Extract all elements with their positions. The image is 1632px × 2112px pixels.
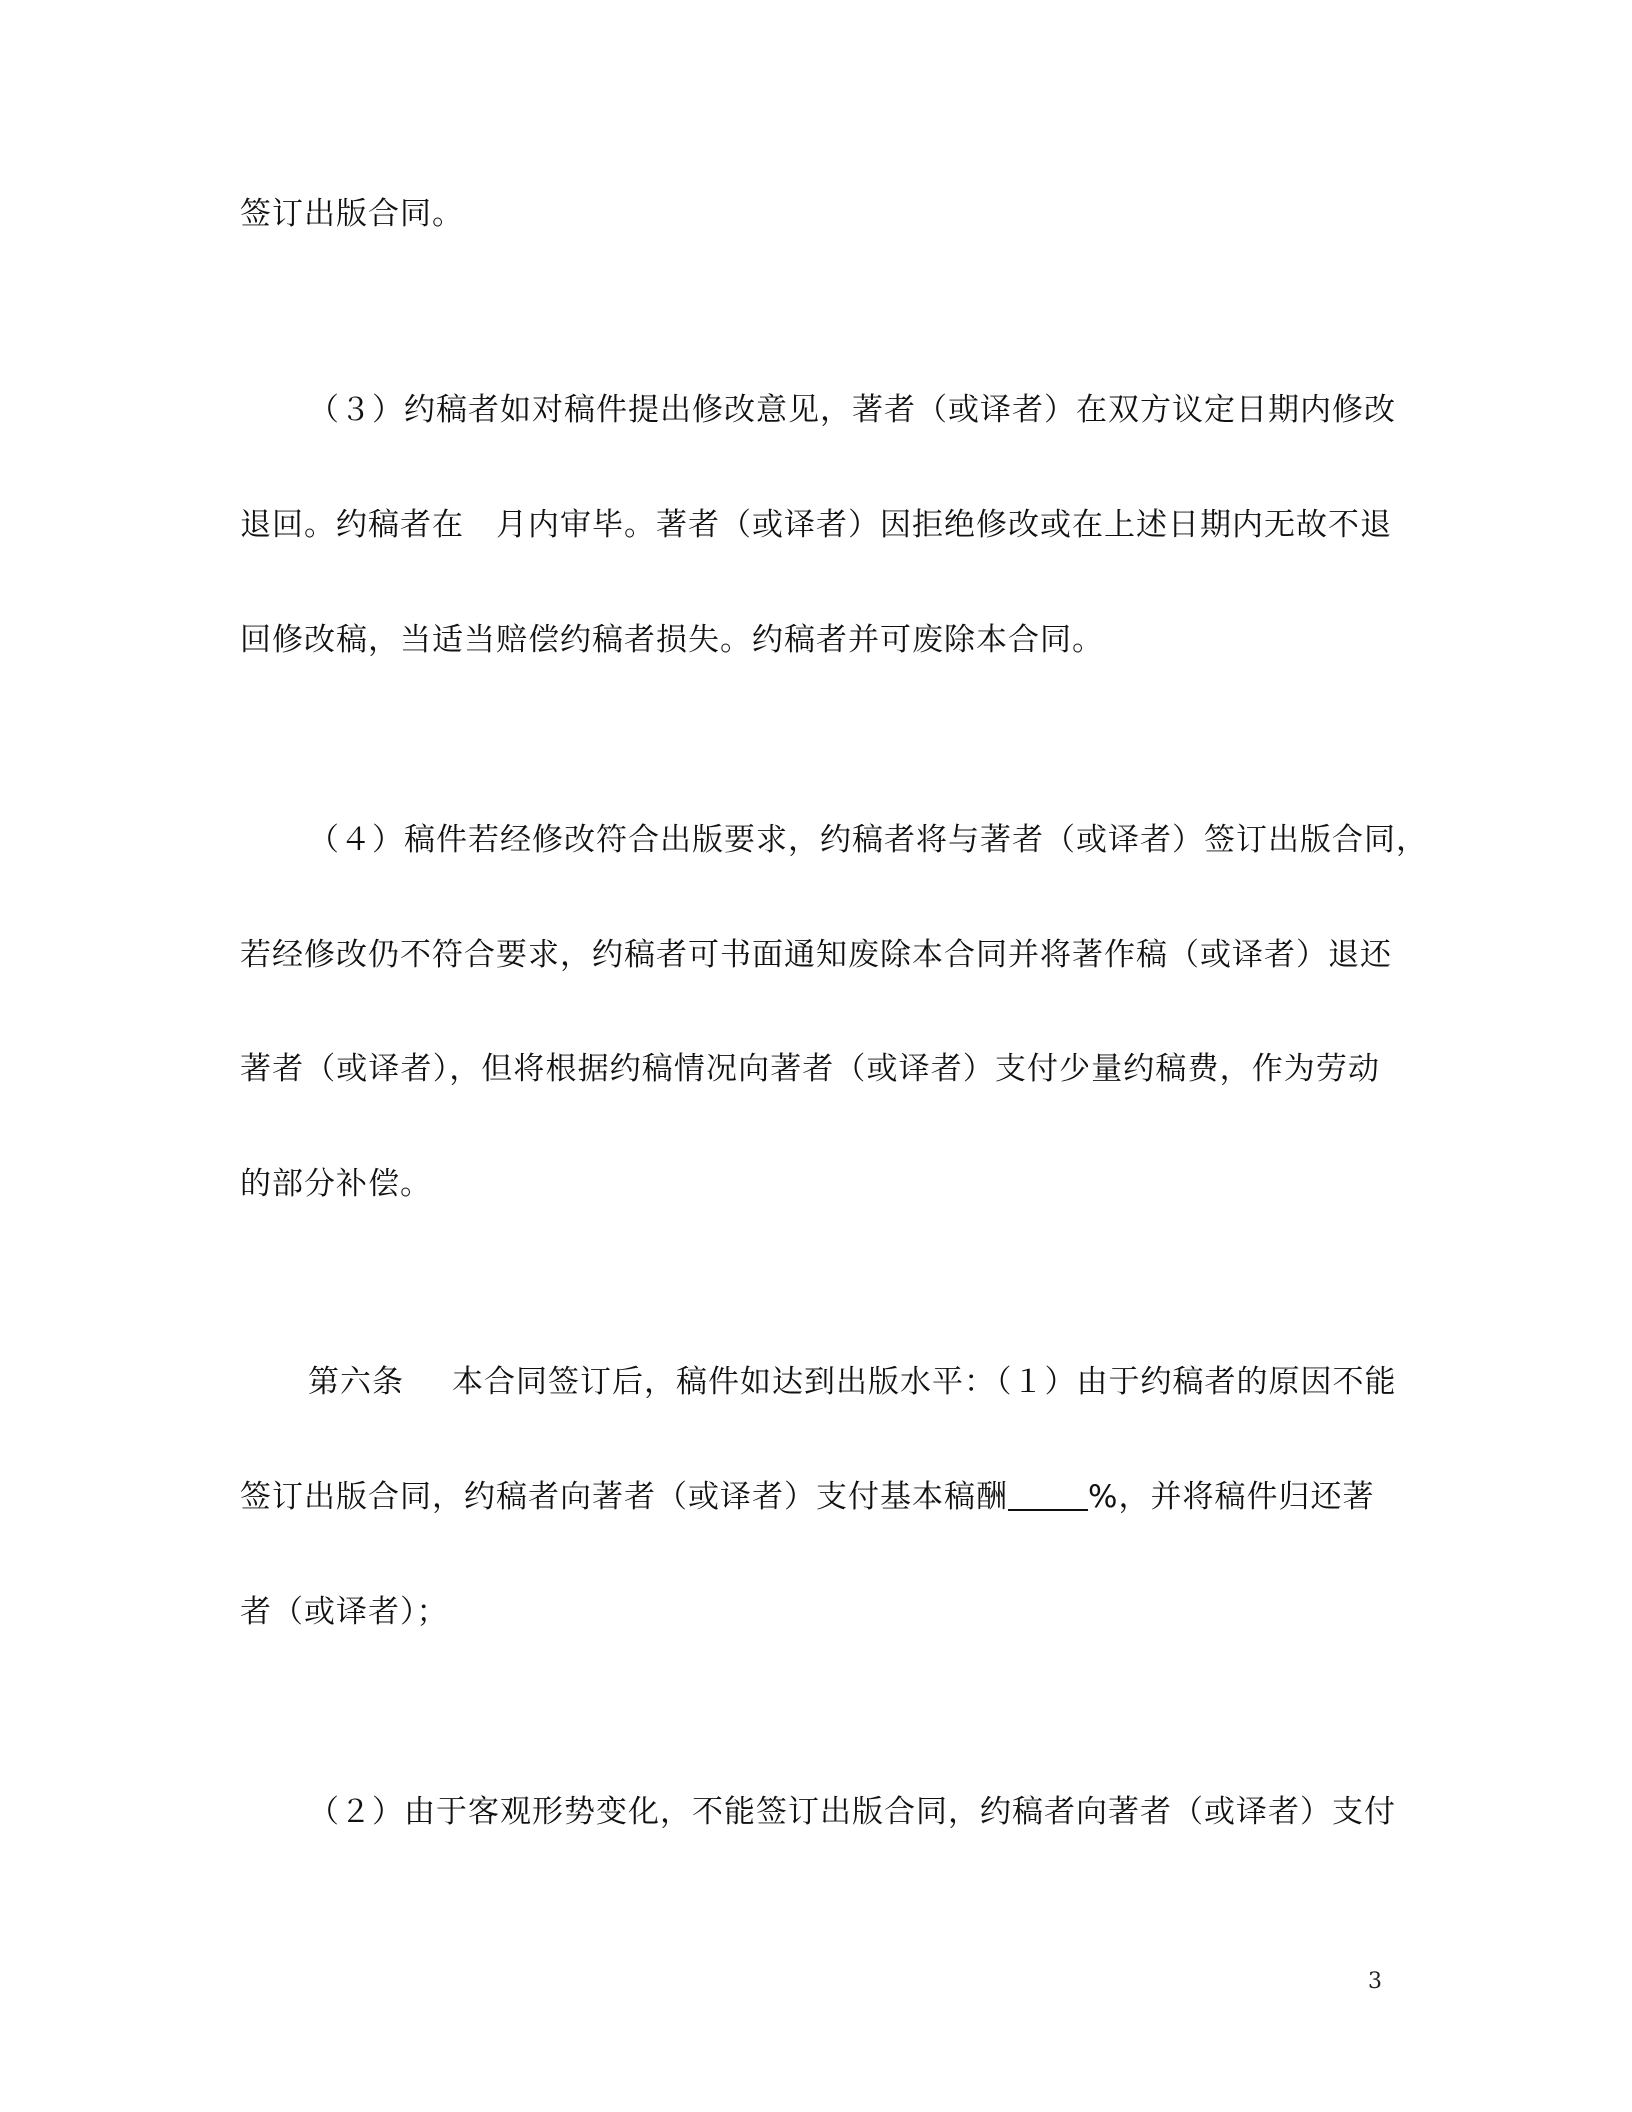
paragraph-line — [240, 505, 1392, 545]
line-text: 者（或译者）； — [240, 1594, 449, 1630]
paragraph-line — [308, 820, 1428, 860]
line-text: 月内审毕。著者（或译者）因拒绝修改或在上述日期内无故不退 — [496, 507, 1392, 543]
line-text: 的部分补偿。 — [240, 1166, 432, 1202]
line-text: %，并将稿件归还著 — [1088, 1479, 1375, 1515]
line-text: 回修改稿，当适当赔偿约稿者损失。约稿者并可废除本合同。 — [240, 622, 1104, 658]
paragraph-line — [240, 1592, 449, 1632]
page-number: 3 — [1368, 1969, 1382, 1994]
line-text: 若经修改仍不符合要求，约稿者可书面通知废除本合同并将著作稿（或译者）退还 — [240, 937, 1392, 973]
paragraph-line — [308, 1362, 1397, 1402]
line-text: 签订出版合同，约稿者向著者（或译者）支付基本稿酬 — [240, 1479, 1008, 1515]
paragraph-line — [240, 1049, 1380, 1089]
line-text: 著者（或译者），但将根据约稿情况向著者（或译者）支付少量约稿费，作为劳动 — [240, 1051, 1380, 1087]
paragraph-line — [308, 390, 1396, 430]
line-text: 退回。约稿者在 — [240, 507, 464, 543]
line-text: （３）约稿者如对稿件提出修改意见，著者（或译者）在双方议定日期内修改 — [308, 392, 1396, 428]
line-text: （４）稿件若经修改符合出版要求，约稿者将与著者（或译者）签订出版合同， — [308, 822, 1428, 858]
line-text: 签订出版合同。 — [240, 196, 464, 232]
paragraph-line — [240, 620, 1104, 660]
article-heading: 第六条 — [308, 1364, 404, 1400]
line-text: （２）由于客观形势变化，不能签订出版合同，约稿者向著者（或译者）支付 — [308, 1794, 1396, 1830]
paragraph-line — [308, 1792, 1396, 1832]
paragraph-line — [240, 194, 464, 234]
fill-in-blank — [1008, 1479, 1088, 1511]
line-text: 本合同签订后，稿件如达到出版水平：（１）由于约稿者的原因不能 — [452, 1364, 1397, 1400]
paragraph-line — [240, 1164, 432, 1204]
paragraph-line — [240, 1477, 1374, 1517]
paragraph-line — [240, 935, 1392, 975]
